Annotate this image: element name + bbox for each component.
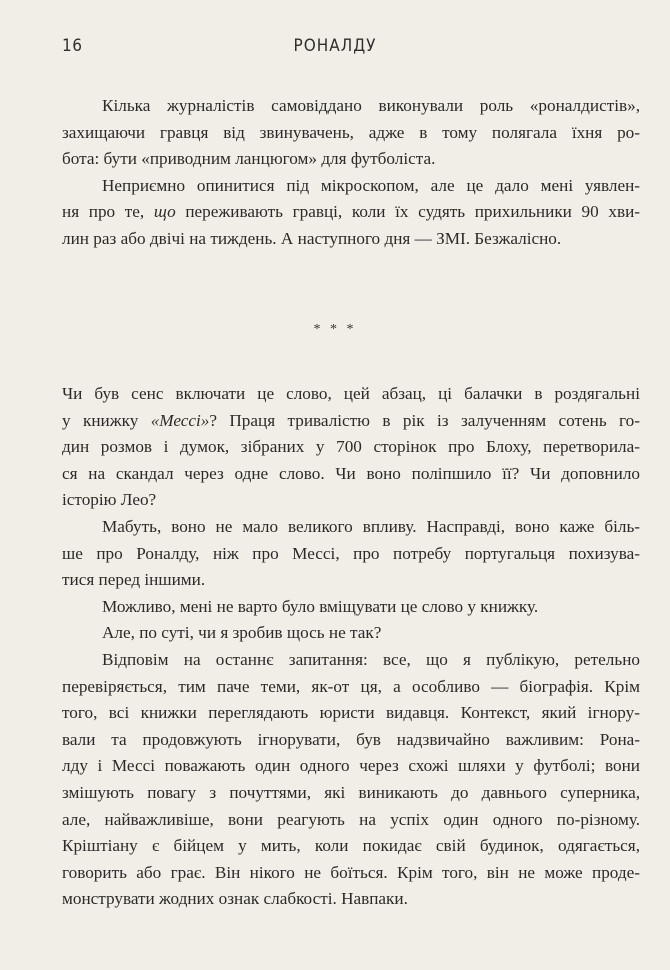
text-line: Можливо, мені не варто було вміщувати це слово у книжку. <box>102 596 539 616</box>
text-line: бота: бути «приводним ланцюгом» для футболіста. <box>62 149 436 169</box>
text-line: але, найважливіше, вони реагують на успіх один одного по-різному. <box>62 809 640 829</box>
text-line: Мабуть, воно не мало великого впливу. Насправді, воно каже біль- <box>102 516 640 536</box>
page-header <box>62 36 608 58</box>
text-line: ся на скандал через одне слово. Чи воно поліпшило її? Чи доповнило <box>62 463 640 483</box>
text-line: лду і Мессі поважають один одного через схожі шляхи у футболі; вони <box>62 756 640 776</box>
text-line: Відповім на останнє запитання: все, що я публікую, ретельно <box>102 649 640 669</box>
text-line: вали та продовжують ігнорувати, був надзвичайно важливим: Рона- <box>62 729 640 749</box>
text-line: історію Лео? <box>62 490 157 510</box>
text-line: Чи був сенс включати це слово, цей абзац, ці балачки в роздягальні <box>62 384 640 403</box>
text-line: ня про те, що переживають гравці, коли їх судять прихильники 90 хви- <box>62 202 640 222</box>
text-line: захищаючи гравця від звинувачень, адже в тому полягала їхня ро- <box>62 122 640 142</box>
section-separator: * * * <box>313 322 357 337</box>
text-line: того, всі книжки переглядають юристи видавця. Контекст, який ігнору- <box>62 703 640 723</box>
text-line: Кілька журналістів самовіддано виконували роль «роналдистів», <box>102 96 640 115</box>
text-line: Неприємно опинитися під мікроскопом, але це дало мені уявлен- <box>102 175 640 195</box>
text-line: Але, по суті, чи я зробив щось не так? <box>102 623 382 643</box>
page-number: 16 <box>62 36 83 56</box>
paragraph-block-bottom <box>62 381 640 913</box>
text-line: змішують повагу з почуттями, які виникають до давнього суперника, <box>62 782 640 802</box>
text-line: монструвати жодних ознак слабкості. Навпаки. <box>62 889 408 909</box>
text-line: лин раз або двічі на тиждень. А наступного дня — ЗМІ. Безжалісно. <box>62 228 562 248</box>
text-line: дин розмов і думок, зібраних у 700 сторінок про Блоху, перетворила- <box>62 437 640 457</box>
text-line: Кріштіану є бійцем у мить, коли покидає свій будинок, одягається, <box>62 836 640 856</box>
text-line: говорить або грає. Він нікого не боїться. Крім того, він не може проде- <box>62 862 640 882</box>
text-line: у книжку «Мессі»? Праця тривалістю в рік із залученням сотень го- <box>62 410 640 430</box>
text-line: тися перед іншими. <box>62 570 206 590</box>
text-line: перевіряється, тим паче теми, як-от ця, а особливо — біографія. Крім <box>62 676 640 696</box>
paragraph-block-top <box>62 93 640 253</box>
running-title: РОНАЛДУ <box>293 36 377 56</box>
text-line: ше про Роналду, ніж про Мессі, про потребу португальця похизува- <box>62 543 640 563</box>
